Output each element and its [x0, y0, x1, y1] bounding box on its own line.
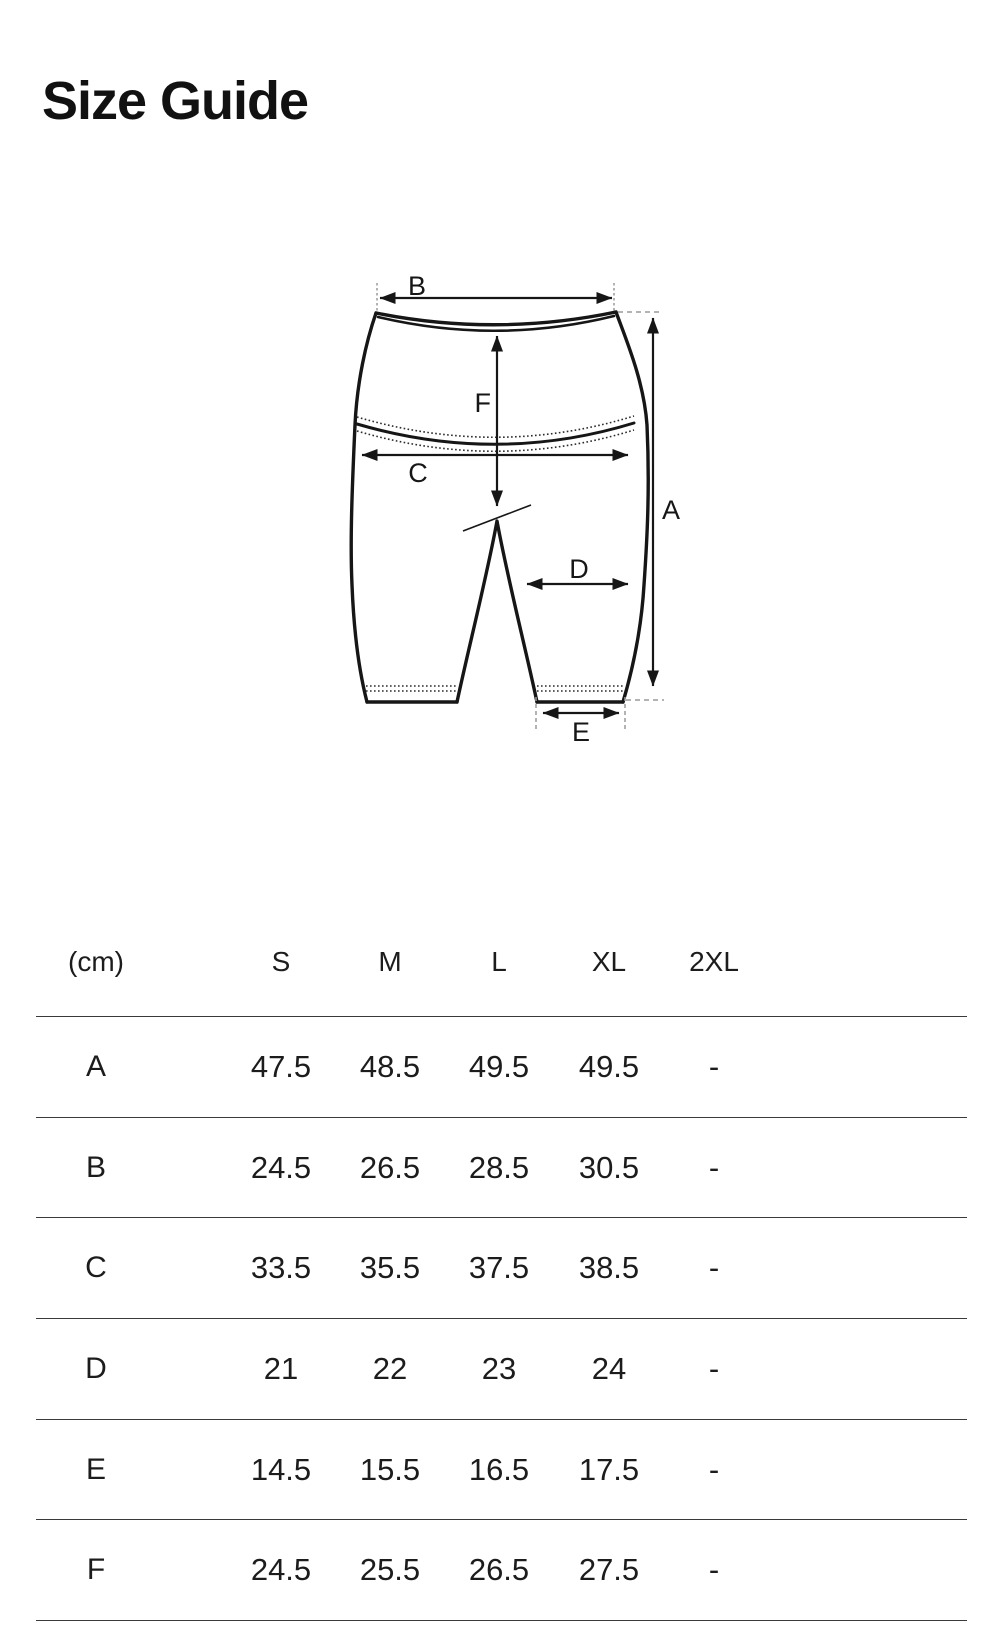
cell-value: -: [708, 1351, 720, 1386]
cell-value: 37.5: [468, 1250, 530, 1285]
cell-value: 49.5: [578, 1049, 640, 1084]
cell-value: 27.5: [578, 1552, 640, 1587]
cell-value: 14.5: [250, 1451, 312, 1487]
cell-value: -: [708, 1250, 720, 1285]
table-row: [36, 1016, 967, 1117]
cell-value: 26.5: [359, 1149, 421, 1185]
measure-label-b: B: [407, 271, 427, 301]
cell-value: 24.5: [250, 1149, 312, 1185]
cell-value: 47.5: [250, 1049, 312, 1084]
left-outer-seam: [351, 313, 376, 702]
cell-value: 26.5: [468, 1552, 530, 1587]
measure-label-c: C: [408, 458, 428, 488]
cell-value: 21: [263, 1351, 299, 1386]
cell-value: 28.5: [468, 1149, 530, 1185]
table-row: [36, 1519, 967, 1620]
cell-value: 49.5: [468, 1049, 530, 1084]
column-header-l: L: [491, 946, 507, 977]
measure-label-f: F: [474, 388, 491, 418]
cell-value: 22: [372, 1351, 408, 1386]
right-outer-seam: [616, 312, 648, 702]
row-label: D: [85, 1352, 107, 1385]
row-label: E: [85, 1452, 106, 1486]
shorts-outline: [351, 312, 648, 702]
stitching-dotted-lines: [357, 416, 634, 691]
measurement-arrows: [362, 298, 653, 713]
cell-value: -: [708, 1552, 720, 1587]
size-table-header: [36, 920, 967, 1004]
cell-value: 38.5: [578, 1250, 640, 1285]
cell-value: -: [708, 1149, 720, 1185]
page-title: Size Guide: [42, 71, 309, 131]
shorts-measurement-diagram: [320, 250, 680, 750]
cell-value: 17.5: [578, 1451, 640, 1487]
column-header-m: M: [378, 946, 402, 977]
table-row: [36, 1419, 967, 1519]
column-header-s: S: [271, 946, 291, 977]
measure-label-a: A: [662, 495, 680, 525]
table-row: [36, 1217, 967, 1318]
cell-value: 15.5: [359, 1451, 421, 1487]
cell-value: 25.5: [359, 1552, 421, 1587]
measure-label-d: D: [569, 554, 589, 584]
cell-value: 24: [591, 1351, 627, 1386]
table-bottom-rule: [36, 1620, 967, 1621]
cell-value: -: [708, 1451, 720, 1487]
cell-value: 16.5: [468, 1451, 530, 1487]
row-label: B: [85, 1150, 106, 1184]
column-header-2xl: 2XL: [689, 946, 739, 977]
inner-leg-seams: [457, 521, 537, 702]
cell-value: 48.5: [359, 1049, 421, 1084]
cell-value: -: [708, 1049, 720, 1084]
measure-label-e: E: [571, 717, 591, 747]
hip-seam: [357, 423, 634, 444]
cell-value: 23: [481, 1351, 517, 1386]
row-label: C: [85, 1251, 107, 1284]
row-label: F: [86, 1553, 106, 1586]
unit-header: (cm): [68, 946, 124, 977]
cell-value: 24.5: [250, 1552, 312, 1587]
reference-guides: [377, 283, 664, 731]
cell-value: 33.5: [250, 1250, 312, 1285]
row-label: A: [85, 1050, 106, 1083]
column-header-xl: XL: [591, 946, 627, 977]
table-row: [36, 1318, 967, 1419]
cell-value: 30.5: [578, 1149, 640, 1185]
table-row: [36, 1117, 967, 1217]
cell-value: 35.5: [359, 1250, 421, 1285]
